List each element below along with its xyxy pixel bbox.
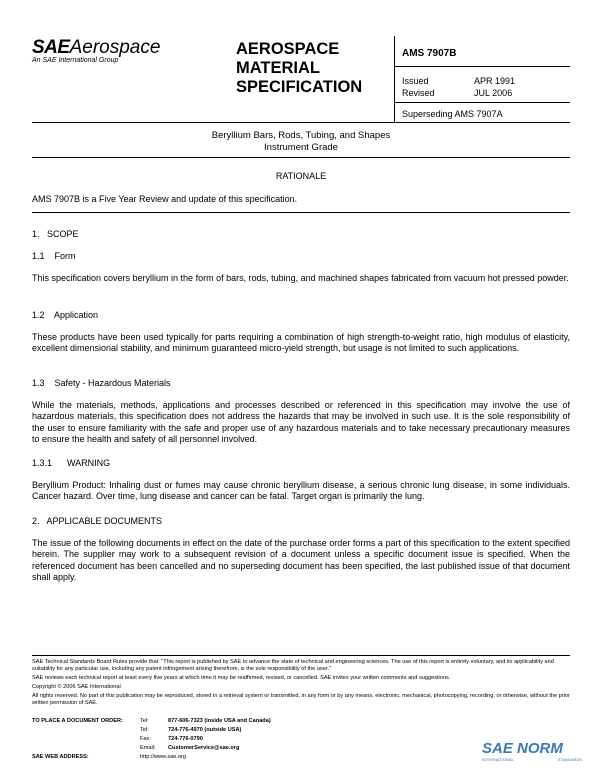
footer-top-rule	[32, 655, 570, 656]
footer-legal	[32, 659, 570, 707]
sae-aerospace-logo	[32, 38, 212, 64]
spec-type-title	[236, 40, 386, 97]
email-link[interactable]: CustomerService@sae.org	[168, 745, 240, 751]
contact-row	[140, 718, 400, 727]
issued-date: APR 1991	[474, 76, 516, 86]
title-line-grade: Instrument Grade	[264, 141, 338, 153]
web-address-link[interactable]: http://www.sae.org	[140, 754, 187, 760]
watermark-sub-left: INTERNATIONAL	[482, 757, 514, 762]
section-2-text: The issue of the following documents in effect on the date of the purchase order forms a part of this specification to the extent specified herein. The supplier may work to a subsequent revision of a document unless a specific document issue is specified. When the referenced document has been cancelled and no superseding document has been specified, the last published issue of that document shall apply.	[32, 538, 570, 583]
contact-row	[140, 736, 400, 745]
logo-name: Aerospace	[69, 37, 161, 58]
title-line-3: SPECIFICATION	[236, 78, 363, 96]
footer-board-rules: SAE Technical Standards Board Rules provide that: "This report is published by SAE to advance the state of technical and engineering sciences. The use of this report is entirely voluntary, and its applicability and suitability for any particular use, including any patent infringement arising therefrom, is the sole responsibility of the user."	[32, 659, 554, 672]
order-label: TO PLACE A DOCUMENT ORDER:	[32, 718, 123, 724]
contact-list	[140, 718, 400, 754]
revised-label: Revised	[402, 88, 435, 98]
section-1-1-heading: 1.1 Form	[32, 251, 76, 261]
title-line-2: MATERIAL	[236, 59, 321, 77]
rationale-bottom-rule	[32, 212, 570, 213]
web-label: SAE WEB ADDRESS:	[32, 754, 89, 760]
footer-rights: All rights reserved. No part of this publication may be reproduced, stored in a retrieval system or transmitted, in any form or by any means, electronic, mechanical, photocopying, recording, or otherwise, without the prior written permission of SAE.	[32, 693, 570, 706]
document-title	[32, 130, 570, 153]
superseding: Superseding AMS 7907A	[402, 109, 503, 119]
rationale-heading: RATIONALE	[275, 171, 327, 181]
header-doc-rule	[394, 66, 570, 67]
header-bottom-rule	[32, 122, 570, 123]
section-1-heading: 1. SCOPE	[32, 229, 79, 239]
section-1-3-1-heading: 1.3.1 WARNING	[32, 458, 111, 468]
section-1-1-text: This specification covers beryllium in the form of bars, rods, tubing, and machined shapes fabricated from vacuum hot pressed powder.	[32, 273, 569, 283]
section-1-3-heading: 1.3 Safety - Hazardous Materials	[32, 378, 171, 388]
contact-value[interactable]: 877-606-7323 (inside USA and Canada)	[168, 718, 271, 724]
section-1-3-1-text: Beryllium Product: Inhaling dust or fumes may cause chronic beryllium disease, a serious chronic lung disease, in some individuals. Cancer hazard. Over time, lung disease and cancer can be fatal. Target organ is primarily the lung.	[32, 480, 570, 502]
revised-date: JUL 2006	[474, 88, 513, 98]
title-line-1: AEROSPACE	[236, 40, 340, 58]
doc-number: AMS 7907B	[402, 48, 457, 59]
section-1-2-text: These products have been used typically for parts requiring a combination of high strength-to-weight ratio, high modulus of elasticity, excellent dimensional stability, and minimum guaranteed micro-yield strength, but usage is not limited to such applications.	[32, 332, 570, 354]
title-bottom-rule	[32, 157, 570, 158]
logo-brand: SAE	[32, 37, 70, 58]
watermark-sub-right: STANDARDS	[557, 757, 582, 762]
contact-label: Fax:	[140, 736, 151, 742]
sae-norm-watermark	[482, 740, 597, 774]
header-vertical-rule	[394, 36, 395, 122]
contact-label: Email:	[140, 745, 156, 751]
watermark-brand: SAE NORM	[482, 740, 563, 757]
title-line-main: Beryllium Bars, Rods, Tubing, and Shapes	[211, 130, 391, 141]
header-dates-rule	[394, 102, 570, 103]
issued-label: Issued	[402, 76, 429, 86]
contact-label: Tel:	[140, 718, 149, 724]
contact-row	[140, 745, 400, 754]
section-1-2-heading: 1.2 Application	[32, 310, 99, 320]
section-2-heading: 2. APPLICABLE DOCUMENTS	[32, 516, 163, 526]
contact-row	[140, 727, 400, 736]
rationale-text: AMS 7907B is a Five Year Review and update of this specification.	[32, 194, 298, 204]
footer-copyright: Copyright © 2006 SAE International	[32, 684, 121, 690]
section-1-3-text: While the materials, methods, applications and processes described or referenced in this specification may involve the use of hazardous materials, this specification does not address the hazards that may be involved in such use. It is the sole responsibility of the user to ensure familiarity with the safe and proper use of any hazardous materials and to take necessary precautionary measures to ensure the health and safety of all personnel involved.	[32, 400, 570, 445]
contact-value[interactable]: 724-776-4970 (outside USA)	[168, 727, 242, 733]
footer-review-note: SAE reviews each technical report at least every five years at which time it may be reaffirmed, revised, or cancelled. SAE invites your written comments and suggestions.	[32, 675, 451, 681]
contact-label: Tel:	[140, 727, 149, 733]
contact-value[interactable]: 724-776-0790	[168, 736, 203, 742]
logo-tagline: An SAE International Group	[32, 57, 119, 64]
watermark-sub	[482, 757, 582, 762]
